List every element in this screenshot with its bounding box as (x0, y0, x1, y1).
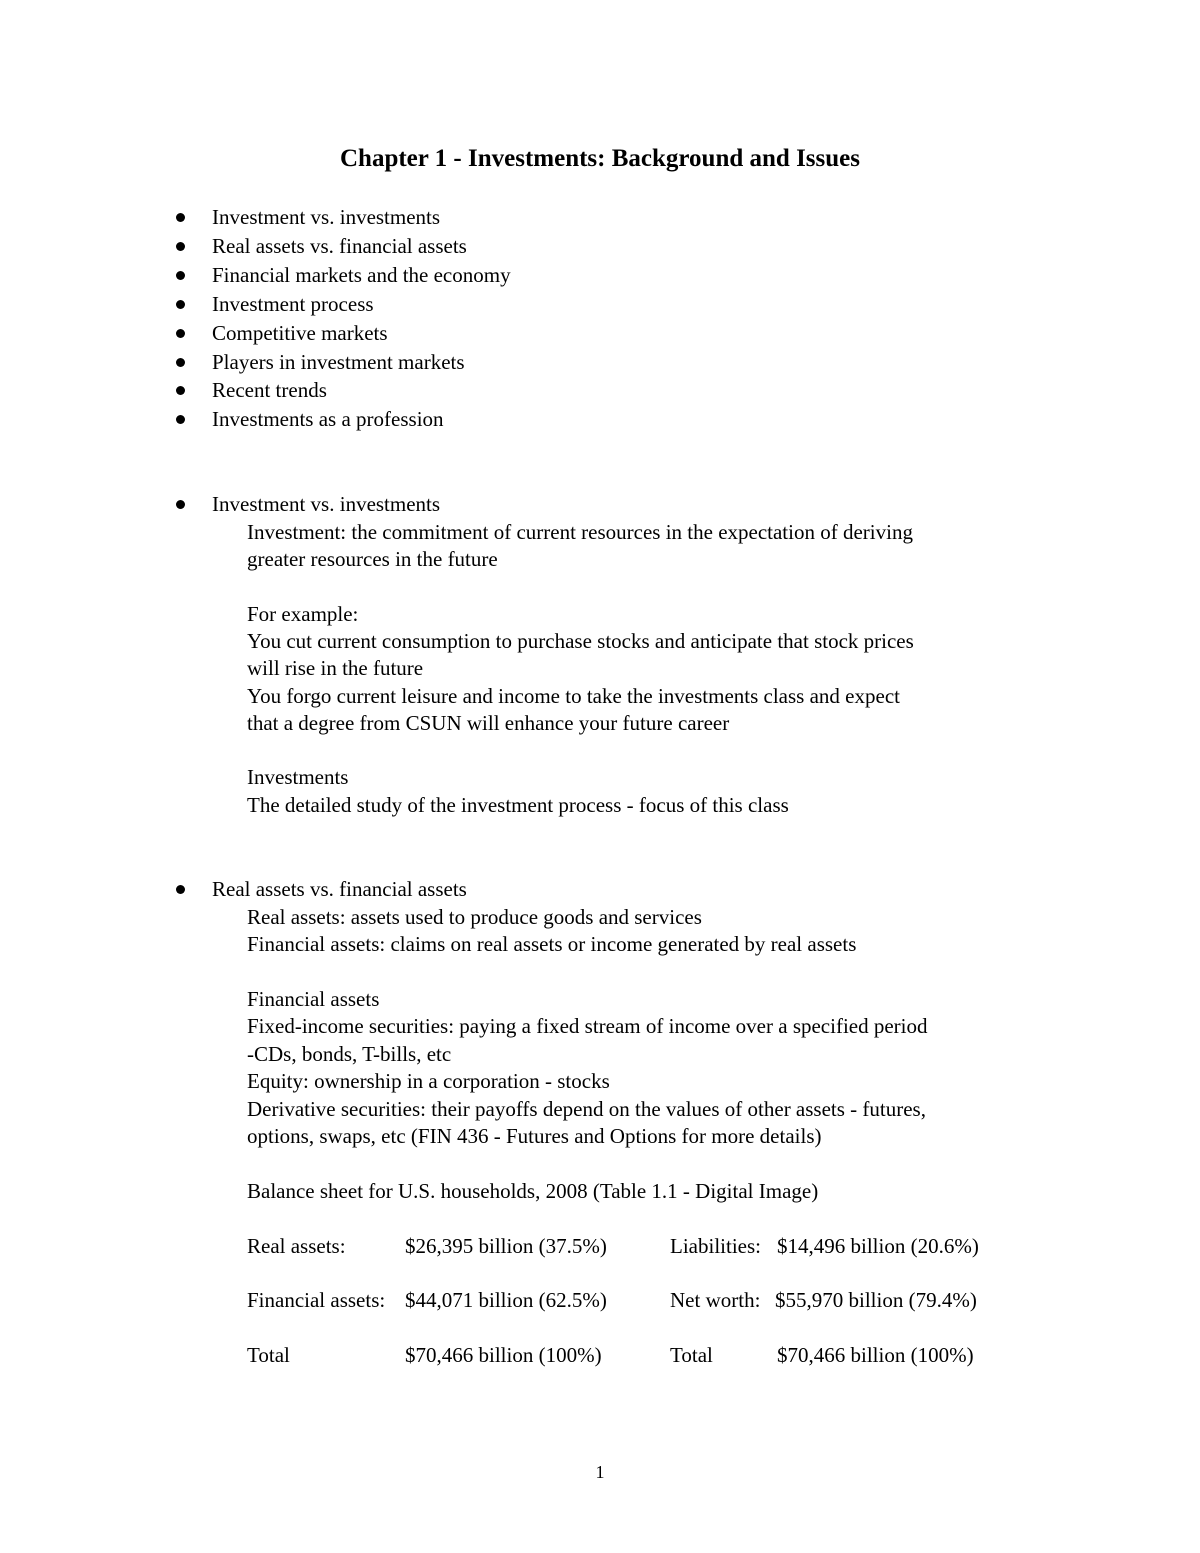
bullet-icon (176, 500, 185, 509)
outline-item: Investment vs. investments (212, 205, 441, 229)
body-text-line: Investment: the commitment of current resources in the expectation of deriving (247, 520, 913, 544)
body-text-line: You cut current consumption to purchase stocks and anticipate that stock prices (247, 629, 914, 653)
body-text-line: Equity: ownership in a corporation - stocks (247, 1069, 610, 1093)
balance-right-label: Total (670, 1343, 713, 1367)
bullet-icon (176, 300, 185, 309)
outline-item: Players in investment markets (212, 350, 465, 374)
body-text-line: options, swaps, etc (FIN 436 - Futures and Options for more details) (247, 1124, 822, 1148)
bullet-icon (176, 242, 185, 251)
outline-item: Financial markets and the economy (212, 263, 511, 287)
page-title: Chapter 1 - Investments: Background and Issues (340, 145, 860, 172)
body-text-line: Financial assets (247, 987, 380, 1011)
balance-right-label: Liabilities: (670, 1234, 761, 1258)
bullet-icon (176, 271, 185, 280)
body-text-line: Balance sheet for U.S. households, 2008 (Table 1.1 - Digital Image) (247, 1179, 819, 1203)
bullet-icon (176, 885, 185, 894)
balance-left-label: Real assets: (247, 1234, 346, 1258)
balance-left-label: Financial assets: (247, 1288, 386, 1312)
balance-right-label: Net worth: (670, 1288, 761, 1312)
outline-item: Real assets vs. financial assets (212, 234, 467, 258)
outline-item: Investment process (212, 292, 374, 316)
body-text-line: For example: (247, 602, 359, 626)
body-text-line: Financial assets: claims on real assets or income generated by real assets (247, 932, 857, 956)
bullet-icon (176, 415, 185, 424)
balance-left-value: $70,466 billion (100%) (405, 1343, 602, 1367)
page-number: 1 (595, 1462, 605, 1482)
section-heading: Real assets vs. financial assets (212, 877, 467, 901)
balance-right-value: $70,466 billion (100%) (777, 1343, 974, 1367)
body-text-line: Real assets: assets used to produce goods and services (247, 905, 702, 929)
body-text-line: The detailed study of the investment process - focus of this class (247, 793, 789, 817)
bullet-icon (176, 386, 185, 395)
outline-item: Competitive markets (212, 321, 388, 345)
balance-right-value: $14,496 billion (20.6%) (777, 1234, 979, 1258)
bullet-icon (176, 329, 185, 338)
balance-left-value: $44,071 billion (62.5%) (405, 1288, 607, 1312)
body-text-line: greater resources in the future (247, 547, 498, 571)
body-text-line: Investments (247, 765, 349, 789)
balance-left-value: $26,395 billion (37.5%) (405, 1234, 607, 1258)
balance-left-label: Total (247, 1343, 290, 1367)
body-text-line: will rise in the future (247, 656, 424, 680)
section-heading: Investment vs. investments (212, 492, 441, 516)
body-text-line: Derivative securities: their payoffs depend on the values of other assets - futures, (247, 1097, 926, 1121)
bullet-icon (176, 213, 185, 222)
body-text-line: Fixed-income securities: paying a fixed stream of income over a specified period (247, 1014, 928, 1038)
body-text-line: -CDs, bonds, T-bills, etc (247, 1042, 452, 1066)
body-text-line: that a degree from CSUN will enhance your future career (247, 711, 730, 735)
outline-item: Investments as a profession (212, 407, 444, 431)
body-text-line: You forgo current leisure and income to take the investments class and expect (247, 684, 900, 708)
balance-right-value: $55,970 billion (79.4%) (775, 1288, 977, 1312)
bullet-icon (176, 358, 185, 367)
outline-item: Recent trends (212, 378, 327, 402)
